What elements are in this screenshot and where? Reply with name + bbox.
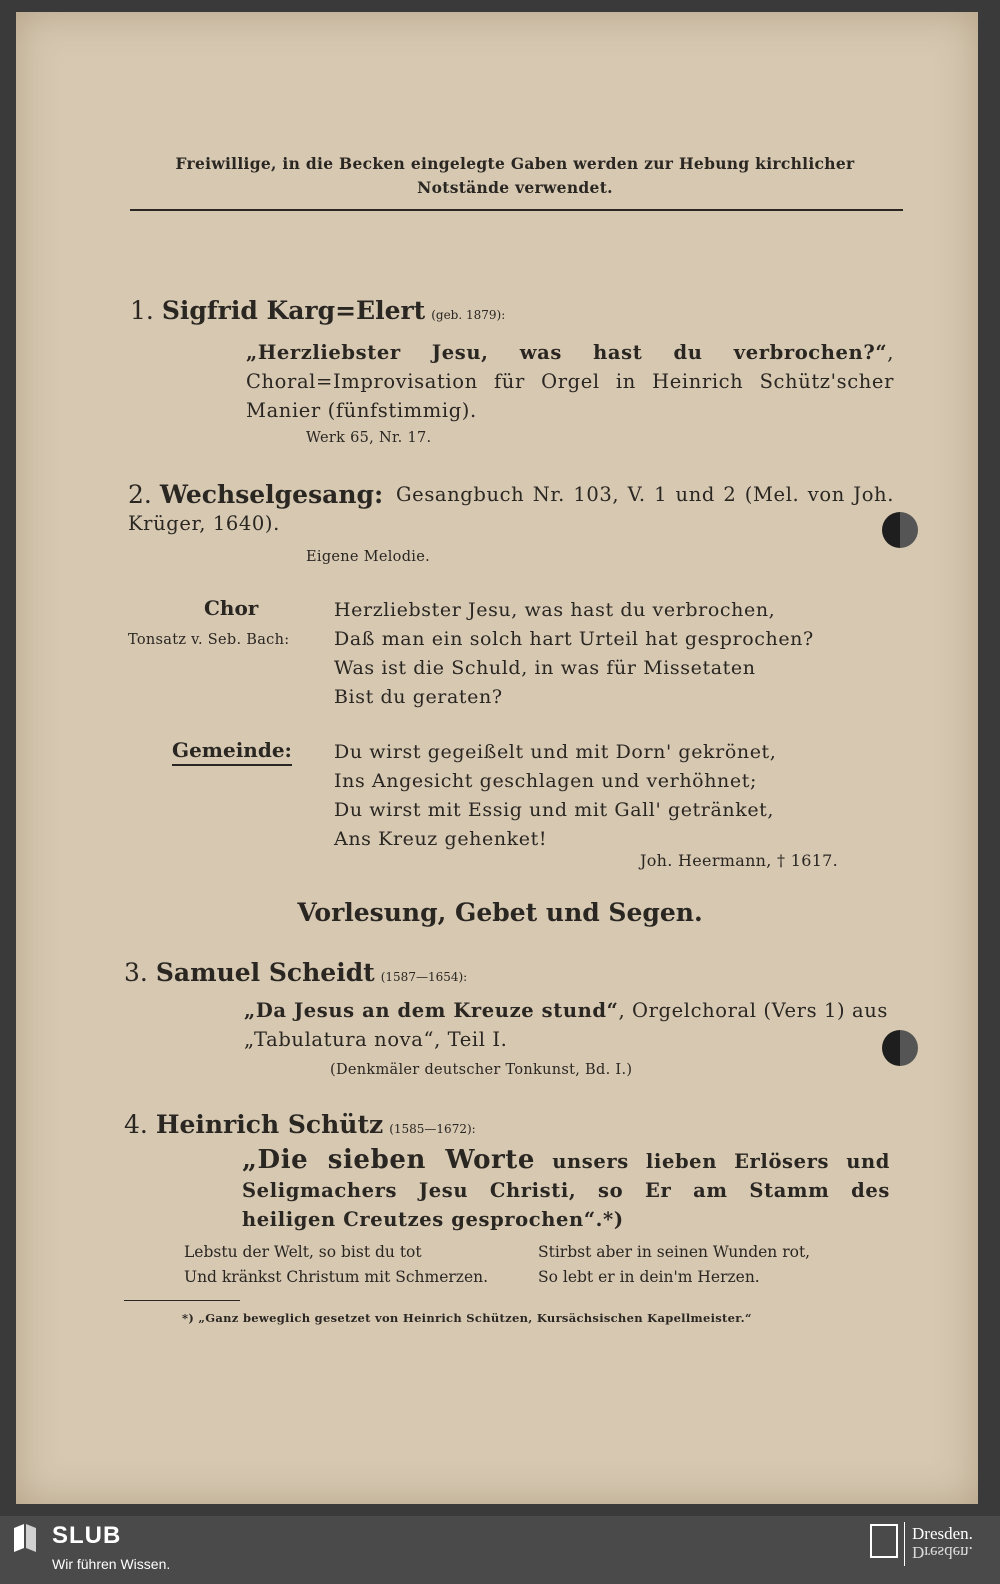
slub-tagline: Wir führen Wissen. (52, 1556, 171, 1572)
slub-logo-text[interactable]: SLUB (52, 1522, 122, 1549)
hymn-attribution: Joh. Heermann, † 1617. (640, 851, 839, 870)
verse-line: So lebt er in dein'm Herzen. (538, 1268, 760, 1286)
footer-bar (0, 1516, 1000, 1584)
verse-line: Stirbst aber in seinen Wunden rot, (538, 1243, 811, 1261)
item-2-work (128, 480, 894, 538)
lyric-line: Herzliebster Jesu, was hast du verbrochen, (334, 599, 776, 621)
item-4-dates: (1585—1672): (389, 1122, 476, 1136)
lyric-line: Daß man ein solch hart Urteil hat gesprochen? (334, 628, 814, 650)
footnote-divider (124, 1300, 240, 1301)
item-2-number: 2. (128, 480, 152, 509)
item-2-title: Wechselgesang: (159, 480, 384, 509)
item-4-work-title-large: „Die sieben Worte (242, 1145, 536, 1175)
interlude-heading: Vorlesung, Gebet und Segen. (297, 898, 703, 927)
lyric-line: Was ist die Schuld, in was für Missetaten (334, 657, 756, 679)
item-1-work-title: „Herzliebster Jesu, was hast du verbrochen?“ (246, 341, 888, 364)
item-4-work (242, 1146, 890, 1234)
verse-left (184, 1240, 488, 1290)
chor-label: Chor (204, 596, 259, 620)
lyric-line: Ans Kreuz gehenket! (334, 828, 548, 850)
item-3-dates: (1587—1654): (380, 970, 468, 984)
punch-hole (882, 1030, 918, 1066)
item-1-number: 1. (130, 296, 154, 325)
footnote: *) „Ganz beweglich gesetzet von Heinrich Schützen, Kursächsischen Kapellmeister.“ (182, 1311, 752, 1325)
item-1-work (246, 338, 894, 425)
item-3-composer: Samuel Scheidt (155, 958, 375, 987)
chor-sublabel: Tonsatz v. Seb. Bach: (128, 632, 290, 648)
item-1-reference: Werk 65, Nr. 17. (306, 430, 432, 446)
gemeinde-lyrics (334, 738, 776, 854)
item-3-reference: (Denkmäler deutscher Tonkunst, Bd. I.) (330, 1062, 633, 1078)
verse-line: Und kränkst Christum mit Schmerzen. (184, 1268, 489, 1286)
item-2-reference: Eigene Melodie. (306, 549, 431, 565)
item-3-heading (124, 958, 467, 987)
item-3-number: 3. (124, 958, 148, 987)
punch-hole (882, 512, 918, 548)
slub-book-icon (12, 1522, 38, 1552)
lyric-line: Bist du geraten? (334, 686, 503, 708)
header-divider (130, 209, 903, 211)
dresden-crest-icon (870, 1524, 898, 1558)
verse-right (538, 1240, 810, 1290)
footer-separator (904, 1522, 905, 1566)
lyric-line: Du wirst mit Essig und mit Gall' getränket, (334, 799, 775, 821)
dresden-logo-reflection: Dresden. (912, 1543, 973, 1562)
verse-line: Lebstu der Welt, so bist du tot (184, 1243, 422, 1261)
item-3-work (244, 996, 892, 1054)
item-1-heading (130, 296, 505, 325)
item-4-work-title: unsers lieben Erlösers und Seligmachers Jesu Christi, so Er am Stamm des heiligen Creutzes gesprochen“.*) (242, 1150, 891, 1231)
lyric-line: Du wirst gegeißelt und mit Dorn' gekrönet, (334, 741, 777, 763)
header-note: Freiwillige, in die Becken eingelegte Gaben werden zur Hebung kirchlicher Notstände verwendet. (175, 154, 855, 197)
item-1-dates: (geb. 1879): (431, 308, 506, 322)
item-1-composer: Sigfrid Karg=Elert (161, 296, 426, 325)
item-1-work-description: , Choral=Improvisation für Orgel in Heinrich Schütz'scher Manier (fünfstimmig). (246, 341, 894, 422)
gemeinde-label: Gemeinde: (172, 738, 292, 766)
item-4-composer: Heinrich Schütz (155, 1110, 384, 1139)
item-3-work-title: „Da Jesus an dem Kreuze stund“ (244, 999, 619, 1022)
item-3-work-description: , Orgelchoral (Vers 1) aus „Tabulatura nova“, Teil I. (244, 999, 888, 1051)
item-4-number: 4. (124, 1110, 148, 1139)
dresden-logo-text[interactable]: Dresden. (912, 1524, 973, 1543)
item-2-work-description: Gesangbuch Nr. 103, V. 1 und 2 (Mel. von Joh. Krüger, 1640). (128, 483, 894, 535)
chor-lyrics (334, 596, 814, 712)
item-4-heading (124, 1110, 476, 1139)
lyric-line: Ins Angesicht geschlagen und verhöhnet; (334, 770, 757, 792)
